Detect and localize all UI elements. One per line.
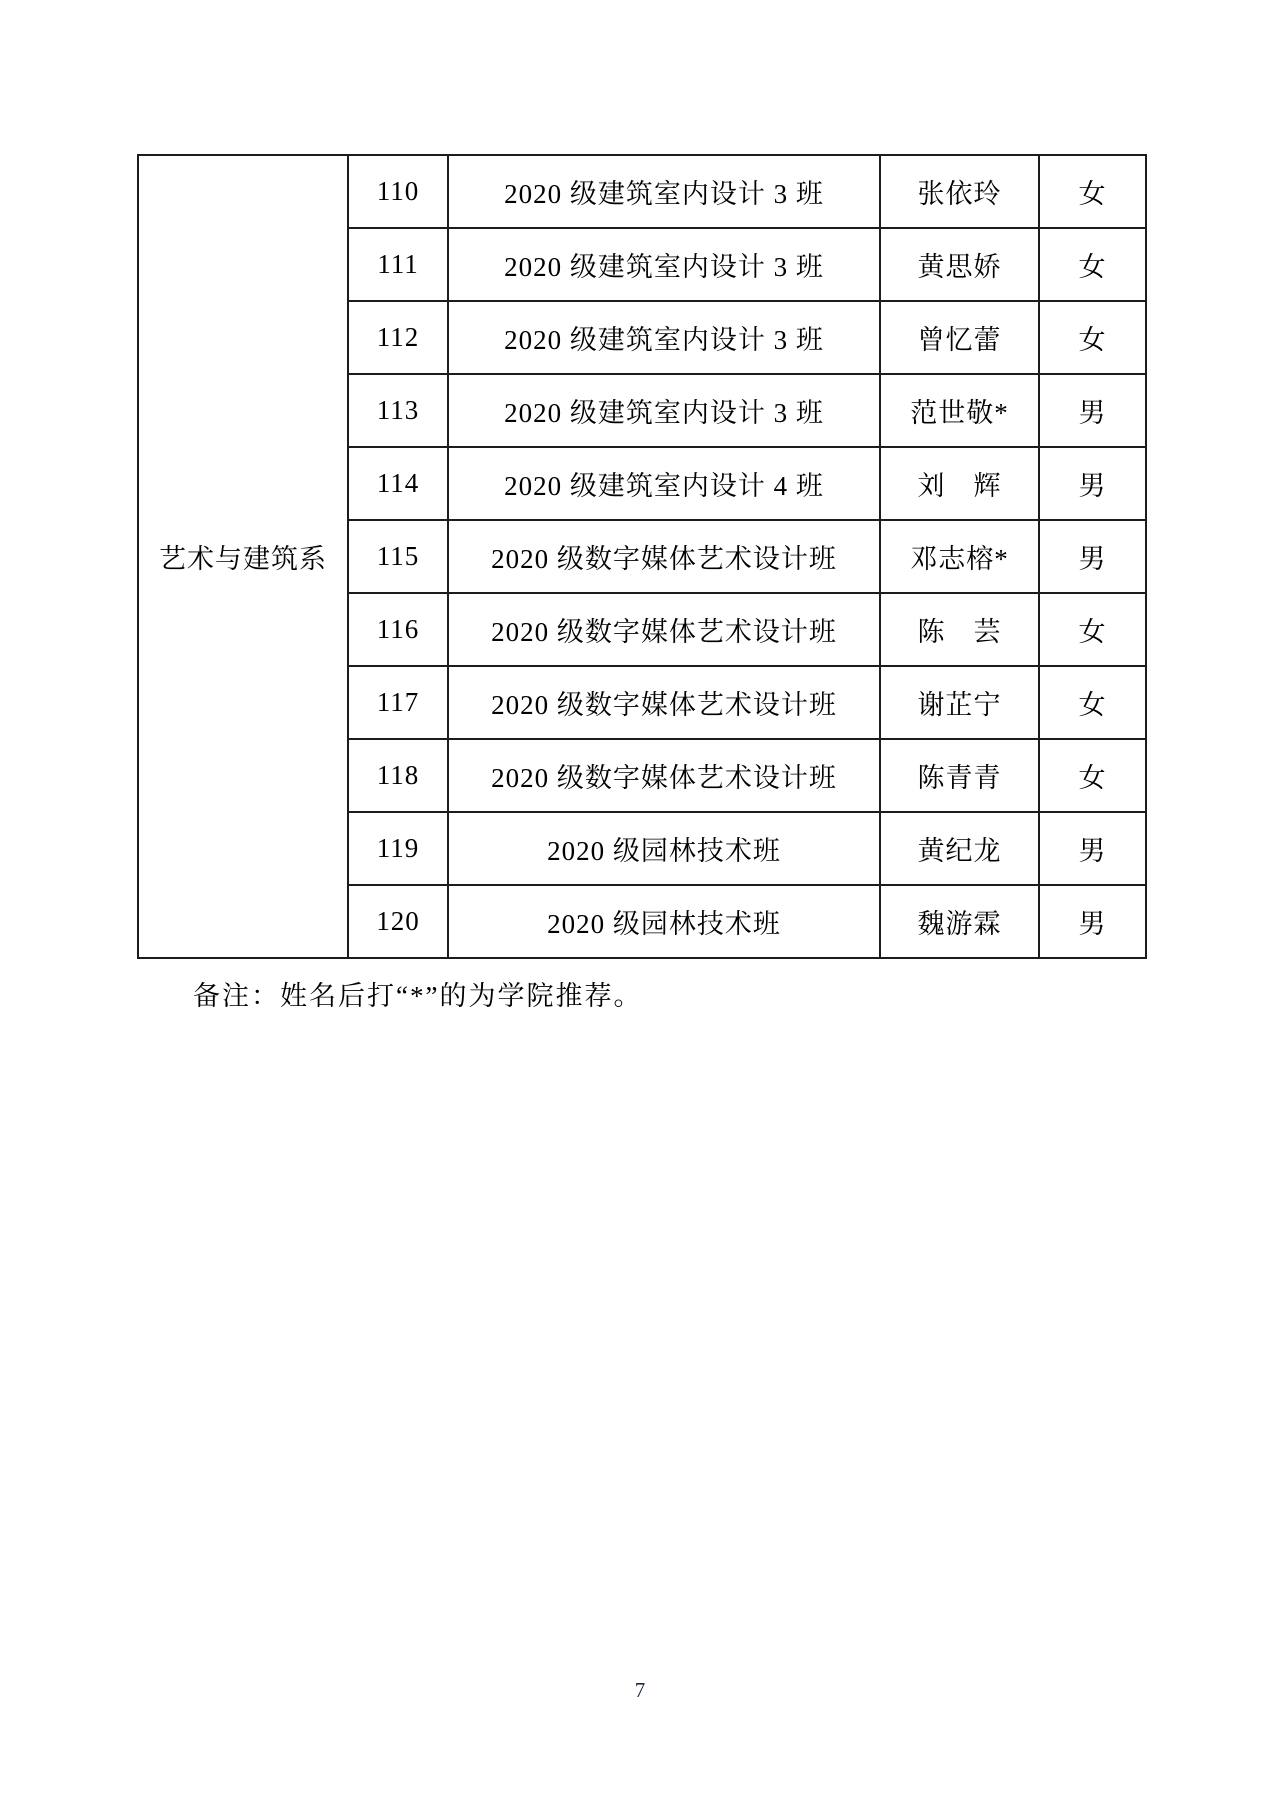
gender-cell: 男 <box>1039 520 1146 593</box>
gender-cell: 女 <box>1039 739 1146 812</box>
gender-cell: 男 <box>1039 885 1146 958</box>
row-number-cell: 118 <box>348 739 448 812</box>
row-number-cell: 111 <box>348 228 448 301</box>
footnote: 备注：姓名后打“*”的为学院推荐。 <box>193 981 643 1011</box>
gender-cell: 男 <box>1039 447 1146 520</box>
student-table <box>137 154 1147 959</box>
class-name-cell: 2020 级建筑室内设计 3 班 <box>448 228 880 301</box>
class-name-cell: 2020 级园林技术班 <box>448 885 880 958</box>
gender-cell: 女 <box>1039 593 1146 666</box>
gender-cell: 男 <box>1039 374 1146 447</box>
student-name-cell: 邓志榕* <box>880 520 1039 593</box>
row-number-cell: 113 <box>348 374 448 447</box>
class-name-cell: 2020 级建筑室内设计 3 班 <box>448 374 880 447</box>
gender-cell: 女 <box>1039 301 1146 374</box>
student-name-cell: 陈 芸 <box>880 593 1039 666</box>
student-name-cell: 刘 辉 <box>880 447 1039 520</box>
student-name-cell: 黄纪龙 <box>880 812 1039 885</box>
class-name-cell: 2020 级数字媒体艺术设计班 <box>448 520 880 593</box>
student-name-cell: 谢芷宁 <box>880 666 1039 739</box>
class-name-cell: 2020 级数字媒体艺术设计班 <box>448 593 880 666</box>
row-number-cell: 115 <box>348 520 448 593</box>
row-number-cell: 110 <box>348 155 448 228</box>
row-number-cell: 120 <box>348 885 448 958</box>
row-number-cell: 119 <box>348 812 448 885</box>
student-name-cell: 范世敬* <box>880 374 1039 447</box>
student-name-cell: 魏游霖 <box>880 885 1039 958</box>
row-number-cell: 117 <box>348 666 448 739</box>
gender-cell: 女 <box>1039 228 1146 301</box>
table-row <box>138 155 1146 228</box>
page-number: 7 <box>634 1678 646 1702</box>
class-name-cell: 2020 级数字媒体艺术设计班 <box>448 739 880 812</box>
student-name-cell: 黄思娇 <box>880 228 1039 301</box>
row-number-cell: 112 <box>348 301 448 374</box>
class-name-cell: 2020 级园林技术班 <box>448 812 880 885</box>
row-number-cell: 114 <box>348 447 448 520</box>
student-name-cell: 陈青青 <box>880 739 1039 812</box>
gender-cell: 女 <box>1039 155 1146 228</box>
class-name-cell: 2020 级建筑室内设计 3 班 <box>448 155 880 228</box>
row-number-cell: 116 <box>348 593 448 666</box>
student-name-cell: 曾忆蕾 <box>880 301 1039 374</box>
class-name-cell: 2020 级建筑室内设计 3 班 <box>448 301 880 374</box>
gender-cell: 女 <box>1039 666 1146 739</box>
gender-cell: 男 <box>1039 812 1146 885</box>
student-name-cell: 张依玲 <box>880 155 1039 228</box>
class-name-cell: 2020 级建筑室内设计 4 班 <box>448 447 880 520</box>
department-cell: 艺术与建筑系 <box>138 155 348 958</box>
class-name-cell: 2020 级数字媒体艺术设计班 <box>448 666 880 739</box>
